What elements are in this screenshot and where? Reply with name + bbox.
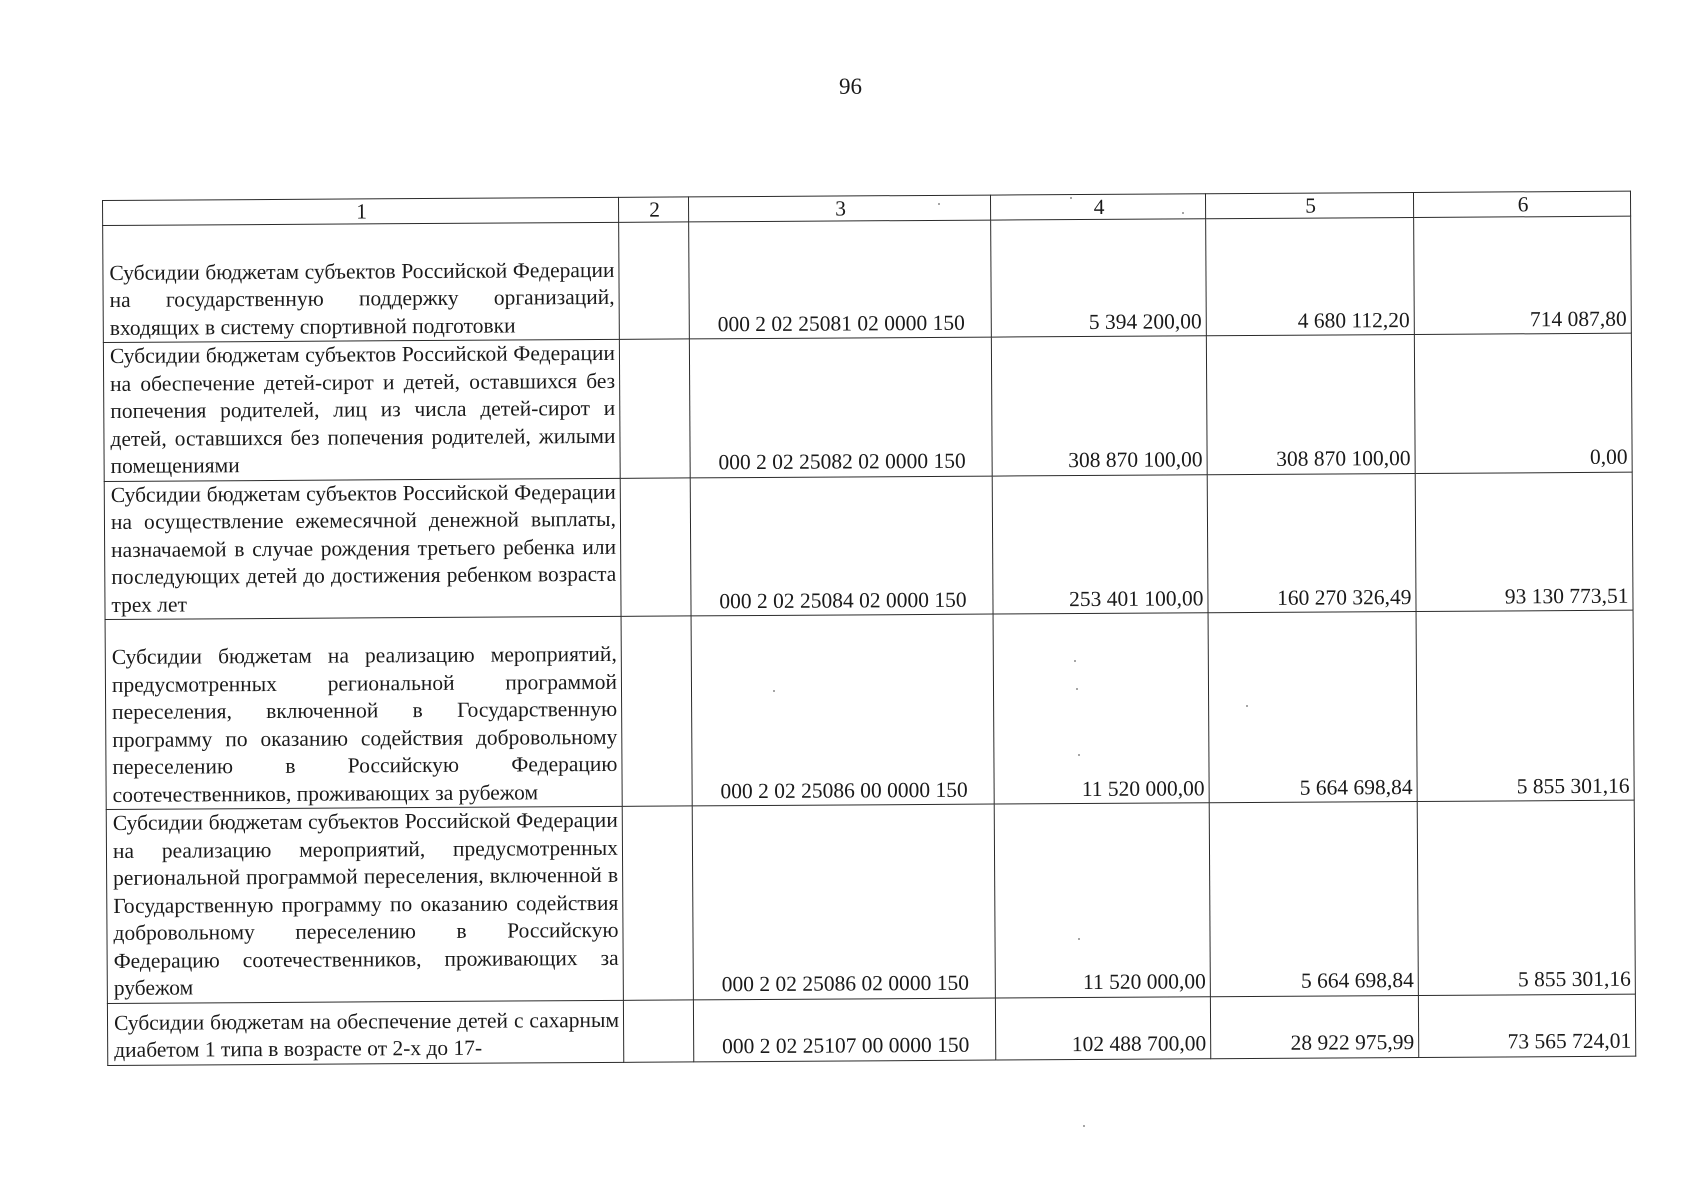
column-header-1: 1 xyxy=(103,197,619,225)
row-col4: 253 401 100,00 xyxy=(992,474,1208,614)
row-col6: 93 130 773,51 xyxy=(1415,472,1633,612)
row-col6: 0,00 xyxy=(1414,333,1632,473)
scan-speck xyxy=(1182,212,1184,214)
row-col4: 5 394 200,00 xyxy=(991,219,1207,337)
row-col4: 308 870 100,00 xyxy=(991,336,1207,476)
row-code: 000 2 02 25086 00 0000 150 xyxy=(691,614,994,806)
table-row xyxy=(103,333,1632,481)
row-name: Субсидии бюджетам субъектов Российской Федерации на обеспечение детей-сирот и детей, оставшихся без попечения родителей, лиц из числа детей-сирот и детей, оставшихся без попечения родителей, жилыми помещениями xyxy=(103,339,620,481)
table-row xyxy=(106,800,1635,1003)
table-row xyxy=(103,216,1632,342)
scan-speck xyxy=(1083,1125,1085,1127)
column-header-4: 4 xyxy=(990,194,1205,220)
row-code: 000 2 02 25082 02 0000 150 xyxy=(689,337,992,477)
column-header-2: 2 xyxy=(618,197,688,222)
column-header-6: 6 xyxy=(1413,191,1630,217)
row-col4: 102 488 700,00 xyxy=(995,996,1210,1059)
row-name: Субсидии бюджетам субъектов Российской Федерации на осуществление ежемесячной денежной выплаты, назначаемой в случае рождения третьего ребенка или последующих детей до достижения ребенком возраста трех лет xyxy=(104,478,621,620)
row-col5: 5 664 698,84 xyxy=(1208,611,1417,802)
row-name: Субсидии бюджетам субъектов Российской Федерации на государственную поддержку организаций, входящих в систему спортивной подготовки xyxy=(103,222,620,342)
row-col5: 160 270 326,49 xyxy=(1207,473,1416,613)
row-name: Субсидии бюджетам на обеспечение детей с сахарным диабетом 1 типа в возрасте от 2-х до 17- xyxy=(107,1000,623,1065)
row-col5: 308 870 100,00 xyxy=(1206,334,1415,474)
row-code: 000 2 02 25084 02 0000 150 xyxy=(690,476,993,616)
row-col4: 11 520 000,00 xyxy=(994,803,1210,998)
row-col2 xyxy=(622,806,693,1000)
scan-speck xyxy=(1076,688,1078,690)
row-col2 xyxy=(621,616,692,806)
row-col2 xyxy=(619,339,690,478)
row-col6: 73 565 724,01 xyxy=(1418,994,1635,1057)
table-row xyxy=(104,472,1633,620)
row-name: Субсидии бюджетам субъектов Российской Федерации на реализацию мероприятий, предусмотренных региональной программой переселения, включенной в Государственную программу по оказанию содействия добровольному переселению в Российскую Федерацию соотечественников, проживающих за рубежом xyxy=(106,806,623,1003)
row-name: Субсидии бюджетам на реализацию мероприятий, предусмотренных региональной программой переселения, включенной в Государственную программу по оказанию содействия добровольному переселению в Российскую Федерацию соотечественников, проживающих за рубежом xyxy=(105,616,622,809)
table-row xyxy=(107,994,1635,1065)
row-col5: 28 922 975,99 xyxy=(1210,995,1418,1058)
row-col6: 5 855 301,16 xyxy=(1416,610,1634,801)
row-col5: 5 664 698,84 xyxy=(1209,801,1418,996)
row-col6: 5 855 301,16 xyxy=(1417,800,1635,995)
scan-speck xyxy=(1246,705,1248,707)
column-header-5: 5 xyxy=(1205,192,1413,218)
scan-speck xyxy=(938,203,940,205)
table-row xyxy=(105,610,1634,809)
page-number: 96 xyxy=(839,74,862,99)
row-code: 000 2 02 25086 02 0000 150 xyxy=(692,804,995,999)
column-header-3: 3 xyxy=(688,195,990,222)
budget-table-sheet xyxy=(102,191,1635,1066)
row-code: 000 2 02 25107 00 0000 150 xyxy=(693,998,995,1062)
budget-table xyxy=(102,191,1636,1066)
row-col2 xyxy=(619,222,690,339)
scan-speck xyxy=(1078,938,1080,940)
row-col6: 714 087,80 xyxy=(1414,216,1632,334)
row-col2 xyxy=(623,999,693,1061)
row-col4: 11 520 000,00 xyxy=(993,613,1209,804)
scan-speck xyxy=(1074,660,1076,662)
row-col5: 4 680 112,20 xyxy=(1206,217,1415,335)
scan-speck xyxy=(1078,754,1080,756)
scan-speck xyxy=(773,690,775,692)
scan-speck xyxy=(1070,197,1072,199)
row-col2 xyxy=(620,477,691,616)
row-code: 000 2 02 25081 02 0000 150 xyxy=(689,220,992,339)
